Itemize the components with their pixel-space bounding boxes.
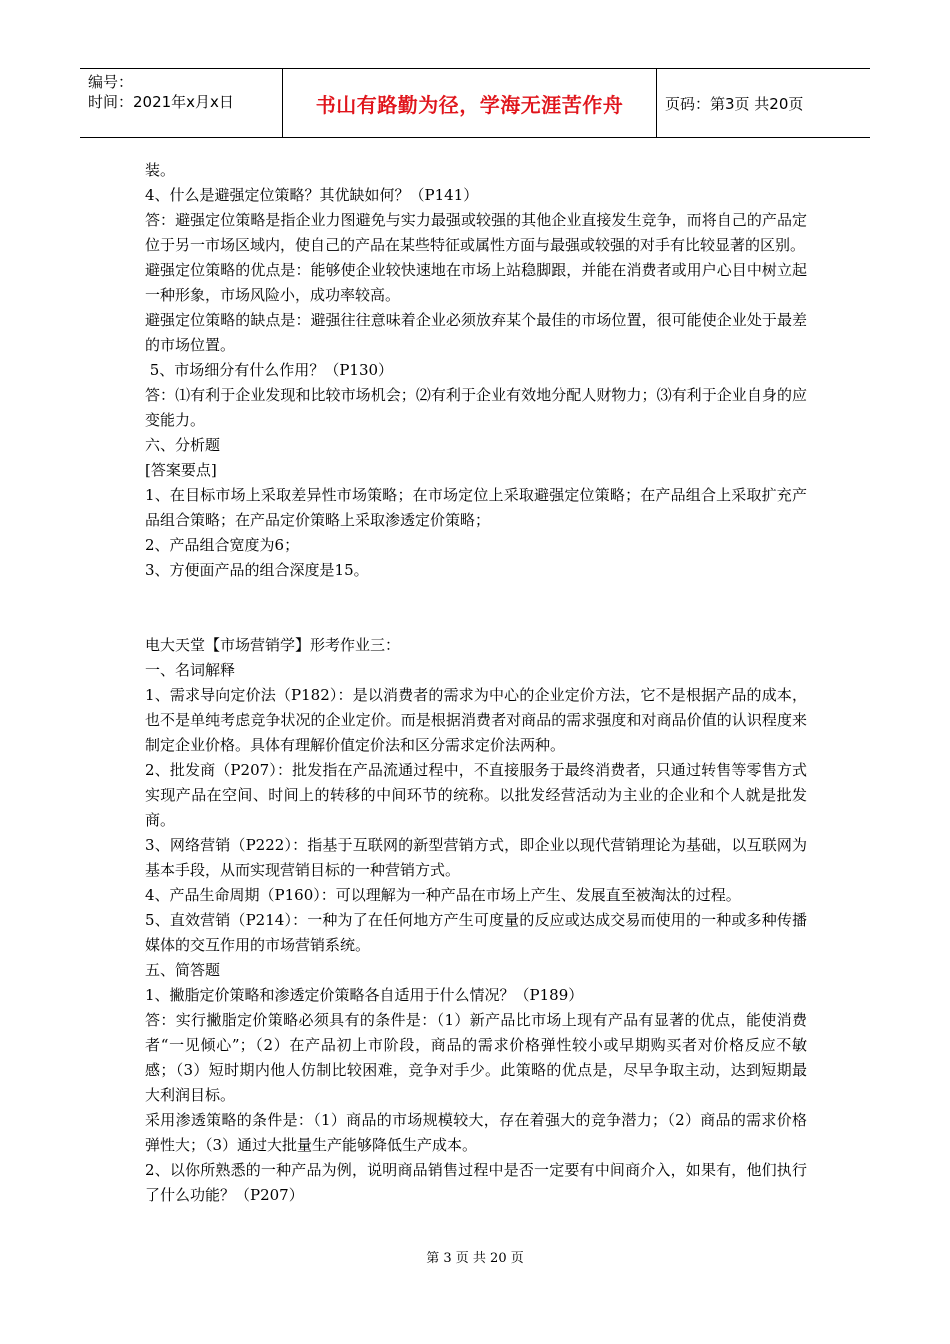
section-heading: 一、名词解释 bbox=[145, 661, 236, 679]
paragraph: 2、产品组合宽度为6； bbox=[145, 536, 300, 554]
paragraph: 2、批发商（P207）：批发指在产品流通过程中，不直接服务于最终消费者，只通过转售等零售方式实现产品在空间、时间上的转移的中间环节的统称。以批发经营活动为主业的企业和个人就是批发商。 bbox=[145, 761, 807, 829]
page-header bbox=[80, 68, 870, 138]
paragraph: 3、方便面产品的组合深度是15。 bbox=[145, 561, 369, 579]
header-meta bbox=[80, 69, 283, 137]
paragraph: 答：避强定位策略是指企业力图避免与实力最强或较强的其他企业直接发生竞争，而将自己的产品定位于另一市场区域内，使自己的产品在某些特征或属性方面与最强或较强的对手有比较显著的区别。 bbox=[145, 211, 807, 254]
assignment-title: 电大天堂【市场营销学】形考作业三： bbox=[145, 636, 401, 654]
paragraph: 答：实行撇脂定价策略必须具有的条件是：（1）新产品比市场上现有产品有显著的优点，能使消费者“一见倾心”；（2）在产品初上市阶段，商品的需求价格弹性较小或早期购买者对价格反应不敏感；（3）短时期内他人仿制比较困难，竞争对手少。此策略的优点是，尽早争取主动，达到短期最大利润目标。 bbox=[145, 1011, 807, 1104]
paragraph: 采用渗透策略的条件是：（1）商品的市场规模较大，存在着强大的竞争潜力；（2）商品的需求价格弹性大；（3）通过大批量生产能够降低生产成本。 bbox=[145, 1111, 807, 1154]
number-label: 编号： bbox=[88, 73, 134, 91]
question-heading: 4、什么是避强定位策略？其优缺如何？（P141） bbox=[145, 186, 479, 204]
paragraph: 避强定位策略的缺点是：避强往往意味着企业必须放弃某个最佳的市场位置，很可能使企业处于最差的市场位置。 bbox=[145, 311, 807, 354]
paragraph: 1、在目标市场上采取差异性市场策略；在市场定位上采取避强定位策略；在产品组合上采取扩充产品组合策略；在产品定价策略上采取渗透定价策略； bbox=[145, 486, 807, 529]
paragraph: 装。 bbox=[145, 161, 176, 179]
section-heading: 六、分析题 bbox=[145, 436, 221, 454]
paragraph: 5、直效营销（P214）：一种为了在任何地方产生可度量的反应或达成交易而使用的一种或多种传播媒体的交互作用的市场营销系统。 bbox=[145, 911, 807, 954]
header-motto: 书山有路勤为径，学海无涯苦作舟 bbox=[283, 69, 657, 137]
date-label: 时间：2021年x月x日 bbox=[88, 93, 234, 111]
question-heading: 1、撇脂定价策略和渗透定价策略各自适用于什么情况？（P189） bbox=[145, 986, 584, 1004]
question-heading: 2、以你所熟悉的一种产品为例，说明商品销售过程中是否一定要有中间商介入，如果有，他们执行了什么功能？（P207） bbox=[145, 1161, 807, 1204]
paragraph: 3、网络营销（P222）：指基于互联网的新型营销方式，即企业以现代营销理论为基础，以互联网为基本手段，从而实现营销目标的一种营销方式。 bbox=[145, 836, 807, 879]
page-footer: 第 3 页 共 20 页 bbox=[426, 1251, 524, 1266]
spacer bbox=[145, 583, 807, 633]
question-heading: 5、市场细分有什么作用？（P130） bbox=[145, 361, 394, 379]
paragraph: 答：⑴有利于企业发现和比较市场机会；⑵有利于企业有效地分配人财物力；⑶有利于企业自身的应变能力。 bbox=[145, 386, 807, 429]
paragraph: 避强定位策略的优点是：能够使企业较快速地在市场上站稳脚跟，并能在消费者或用户心目中树立起一种形象，市场风险小，成功率较高。 bbox=[145, 261, 807, 304]
header-page-info: 页码：第3页 共20页 bbox=[665, 94, 804, 113]
section-heading: 五、简答题 bbox=[145, 961, 221, 979]
paragraph: 4、产品生命周期（P160）：可以理解为一种产品在市场上产生、发展直至被淘汰的过程。 bbox=[145, 886, 741, 904]
paragraph: [答案要点] bbox=[145, 461, 217, 479]
paragraph: 1、需求导向定价法（P182）：是以消费者的需求为中心的企业定价方法，它不是根据产品的成本，也不是单纯考虑竞争状况的企业定价。而是根据消费者对商品的需求强度和对商品价值的认识程度来制定企业价格。具体有理解价值定价法和区分需求定价法两种。 bbox=[145, 686, 807, 754]
document-body bbox=[145, 158, 807, 1208]
